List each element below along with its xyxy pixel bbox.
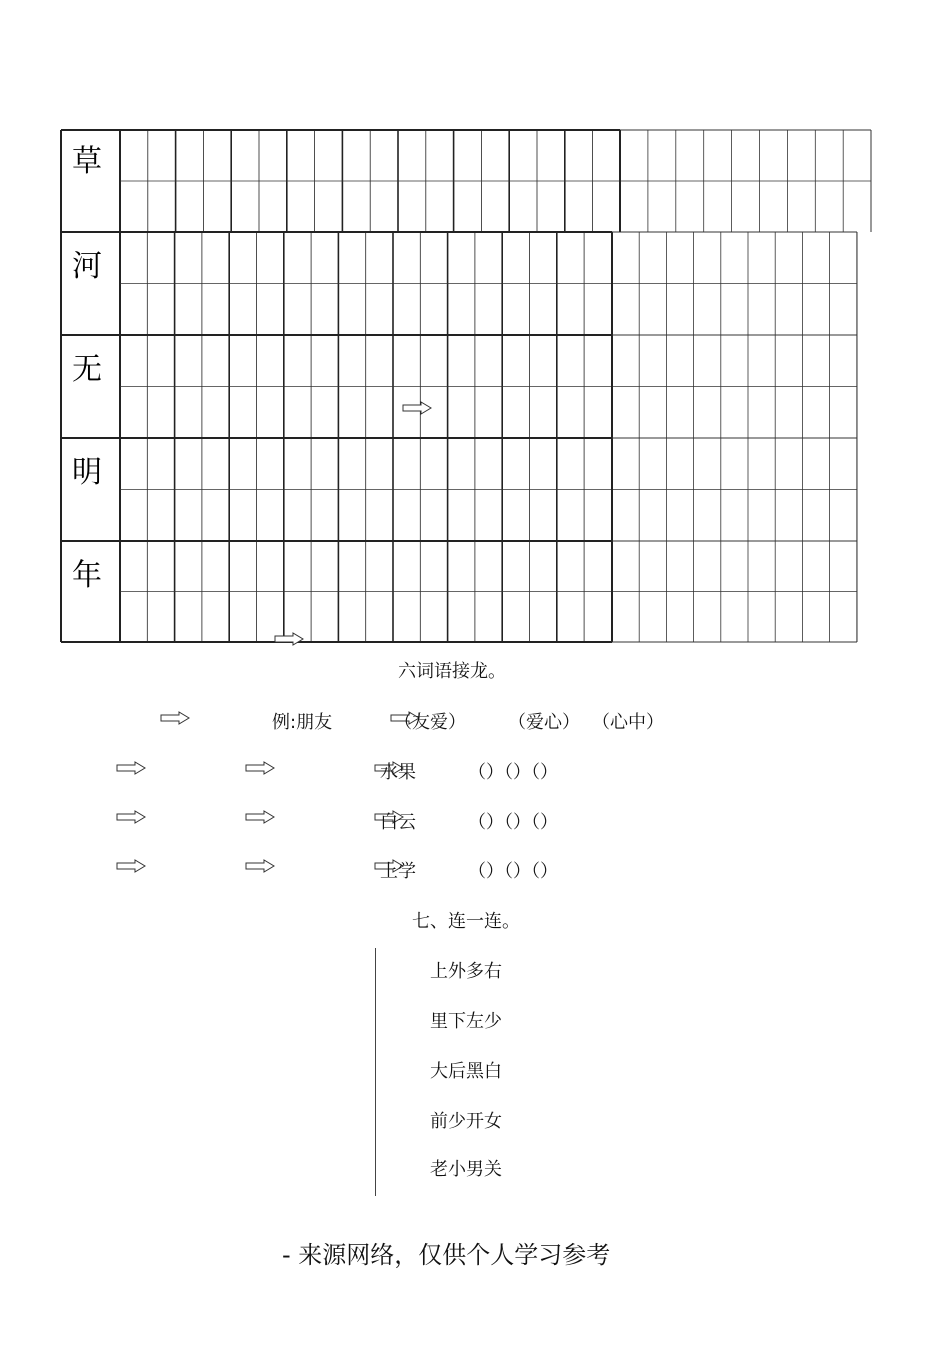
chain-blanks-3[interactable]: （）（）（） <box>468 861 558 882</box>
arrow-icon <box>116 761 146 775</box>
match-row-5: 老小男关 <box>430 1159 502 1180</box>
arrow-icon <box>160 711 190 725</box>
section6-title: 六词语接龙。 <box>398 661 506 682</box>
chain-blanks-1[interactable]: （）（）（） <box>468 762 558 783</box>
example-item-3: （心中） <box>592 712 664 733</box>
match-row-3: 大后黑白 <box>430 1061 502 1082</box>
grid-row-char-5: 年 <box>72 558 102 593</box>
grid-row-char-1: 草 <box>72 144 102 179</box>
grid-row-char-2: 河 <box>72 249 102 284</box>
divider-line <box>375 948 376 1196</box>
chain-word-3: 上学 <box>380 861 416 882</box>
grid-row-char-4: 明 <box>72 455 102 490</box>
arrow-icon <box>245 859 275 873</box>
arrow-icon <box>245 810 275 824</box>
footer-source-note: - 来源网络，仅供个人学习参考 <box>282 1241 611 1269</box>
chain-word-1: 水果 <box>380 762 416 783</box>
grid-row-char-3: 无 <box>72 352 102 387</box>
writing-grid <box>0 0 950 660</box>
match-row-2: 里下左少 <box>430 1011 502 1032</box>
arrow-icon <box>274 632 304 646</box>
match-row-4: 前少开女 <box>430 1111 502 1132</box>
arrow-icon <box>116 810 146 824</box>
arrow-icon <box>245 761 275 775</box>
section7-title: 七、连一连。 <box>412 911 520 932</box>
match-row-1: 上外多右 <box>430 961 502 982</box>
chain-word-2: 白云 <box>380 812 416 833</box>
example-item-1: （友爱） <box>394 712 466 733</box>
arrow-icon <box>116 859 146 873</box>
example-label: 例:朋友 <box>272 712 333 733</box>
arrow-icon <box>402 401 432 415</box>
chain-blanks-2[interactable]: （）（）（） <box>468 812 558 833</box>
example-item-2: （爱心） <box>508 712 580 733</box>
